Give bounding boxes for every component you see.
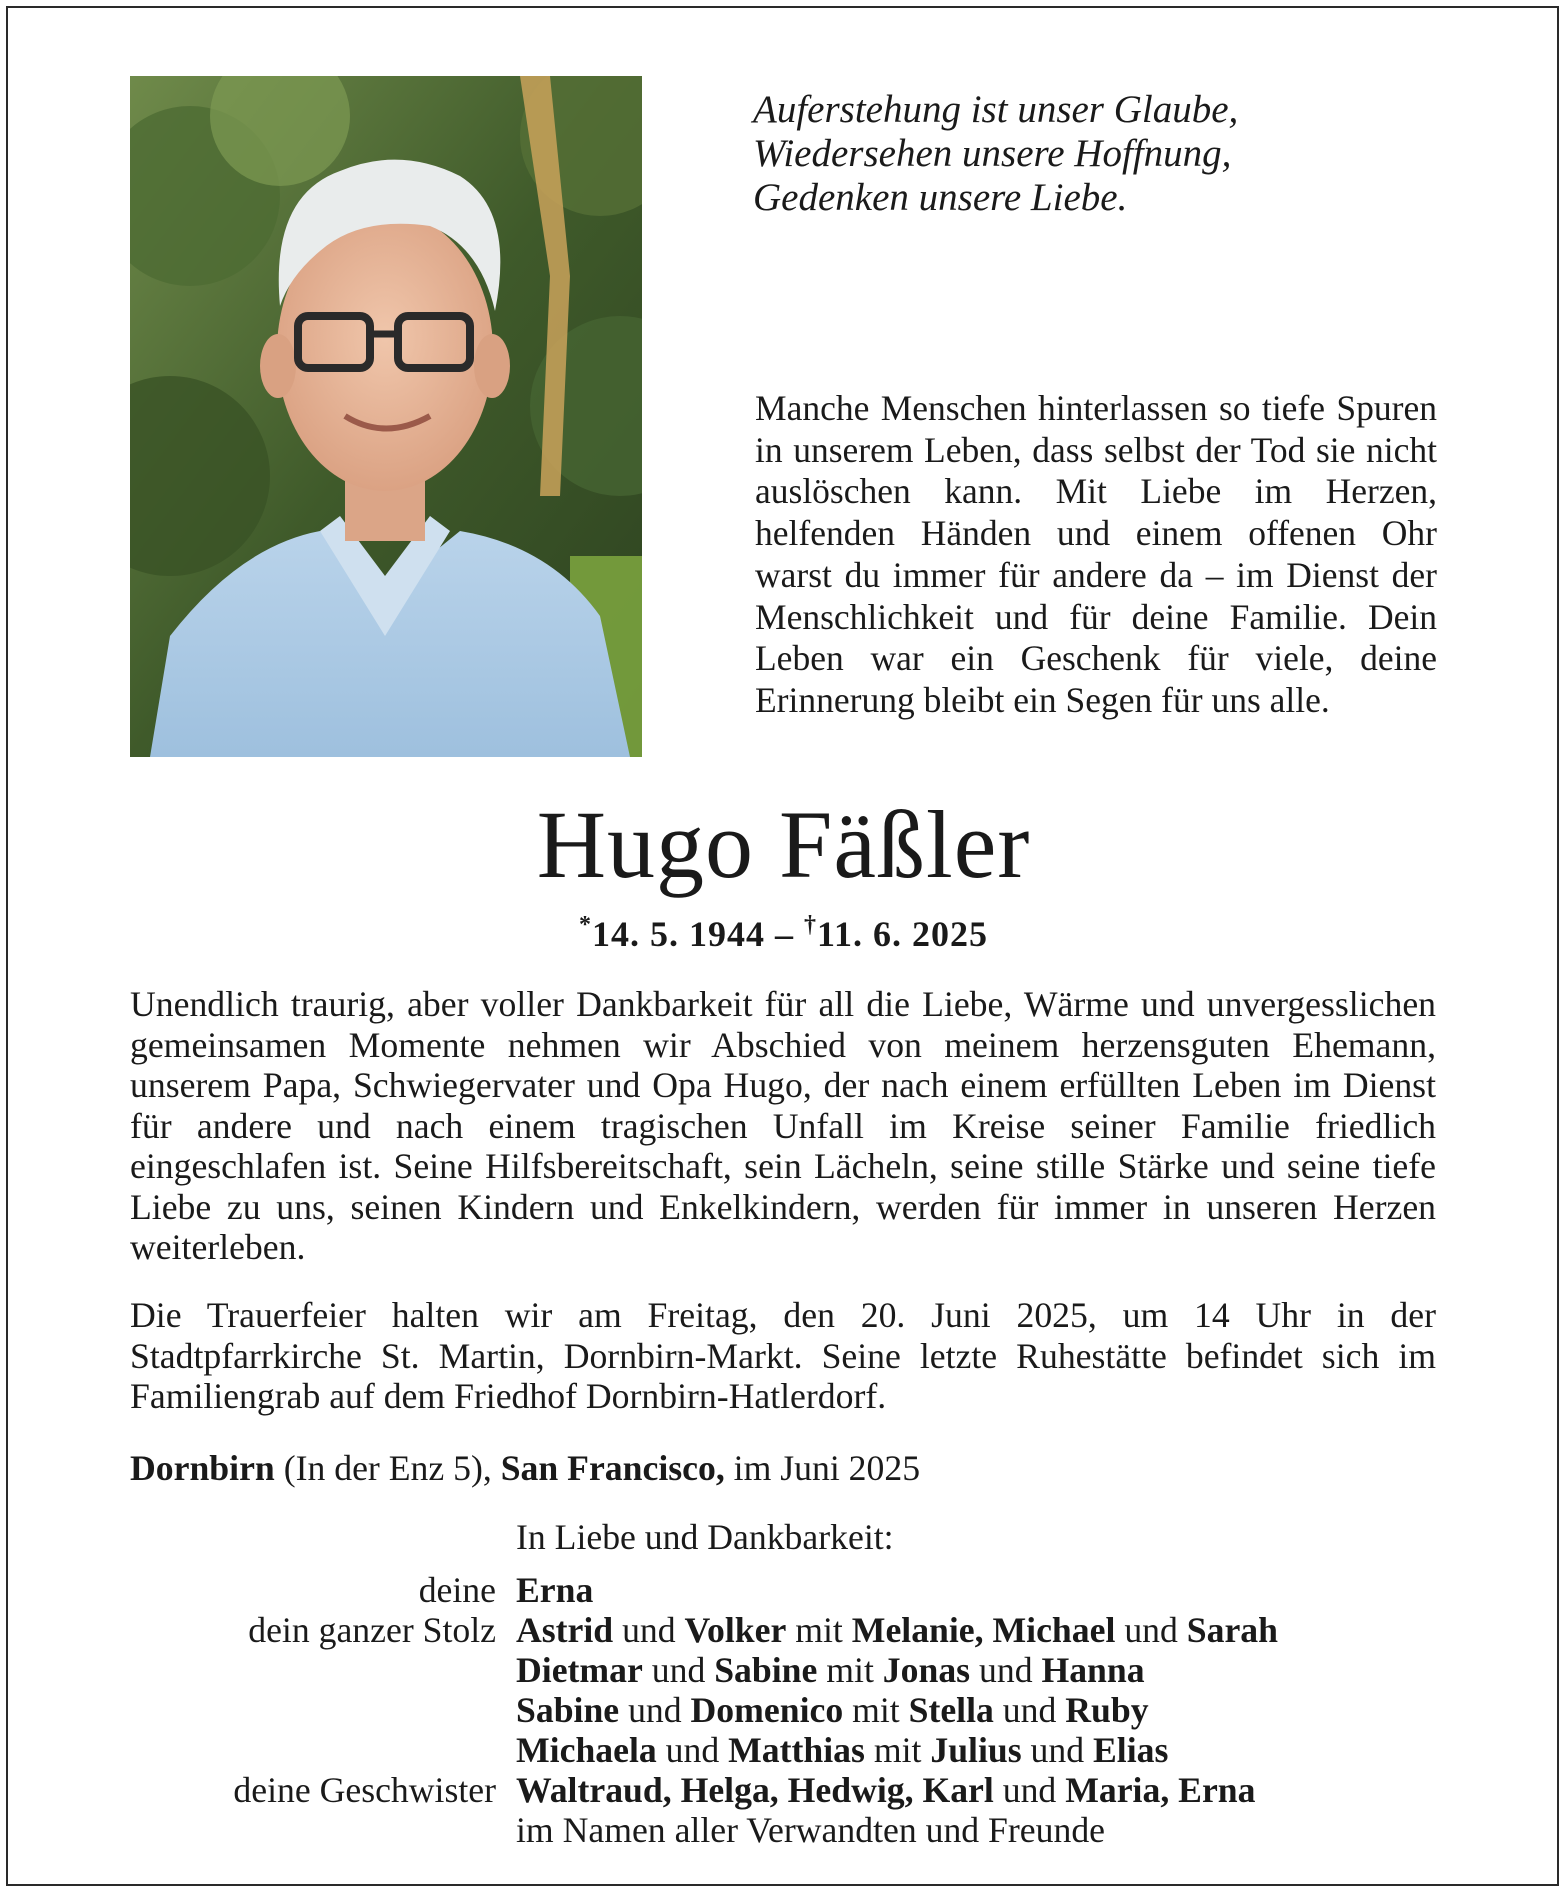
mourner-name: Ruby xyxy=(1065,1690,1149,1730)
mourner-name: Sabine xyxy=(714,1650,818,1690)
mourner-name: Domenico xyxy=(690,1690,844,1730)
mourner-relation: dein ganzer Stolz xyxy=(248,1610,496,1650)
epigraph-quote xyxy=(753,88,1453,220)
mourner-connector: mit xyxy=(817,1650,883,1690)
mourner-relation: deine Geschwister xyxy=(233,1770,496,1810)
mourner-name: Melanie, Michael xyxy=(851,1610,1116,1650)
quote-line: Gedenken unsere Liebe. xyxy=(753,176,1128,219)
mourner-connector: und xyxy=(993,1690,1066,1730)
mourner-connector: und xyxy=(613,1610,685,1650)
mourner-name: Sabine xyxy=(516,1690,620,1730)
mourner-connector: und xyxy=(970,1650,1042,1690)
mourner-connector: und xyxy=(1021,1730,1093,1770)
mourner-connector: und xyxy=(993,1770,1066,1810)
place-address: (In der Enz 5), xyxy=(274,1448,501,1488)
mourner-row xyxy=(0,1650,1567,1690)
life-dates xyxy=(0,912,1567,956)
mourner-names xyxy=(516,1690,1149,1730)
closing-phrase: In Liebe und Dankbarkeit: xyxy=(516,1517,894,1557)
place-city-2: San Francisco, xyxy=(500,1448,725,1488)
mourner-names xyxy=(516,1610,1278,1650)
date-separator: – xyxy=(764,914,804,954)
mourner-row xyxy=(0,1730,1567,1770)
mourner-connector: mit xyxy=(843,1690,909,1730)
mourner-name: Julius xyxy=(930,1730,1022,1770)
mourner-connector: und xyxy=(642,1650,715,1690)
mourner-connector: und xyxy=(619,1690,691,1730)
mourner-name: Michaela xyxy=(516,1730,657,1770)
mourner-row xyxy=(0,1610,1567,1650)
place-date-line xyxy=(130,1447,1436,1489)
mourner-name: Dietmar xyxy=(516,1650,643,1690)
mourner-names xyxy=(516,1770,1256,1810)
quote-line: Wiedersehen unsere Hoffnung, xyxy=(753,132,1232,175)
mourner-name: Matthias xyxy=(728,1730,865,1770)
mourner-names xyxy=(516,1570,593,1610)
mourner-name: Waltraud, Helga, Hedwig, Karl xyxy=(516,1770,994,1810)
mourner-row xyxy=(0,1690,1567,1730)
mourner-connector: und xyxy=(1115,1610,1187,1650)
mourner-connector: mit xyxy=(786,1610,852,1650)
footer-relatives: im Namen aller Verwandten und Freunde xyxy=(516,1810,1105,1850)
place-date: im Juni 2025 xyxy=(724,1448,921,1488)
mourner-row xyxy=(0,1770,1567,1810)
tribute-text: Manche Menschen hinterlassen so tiefe Spuren in unserem Leben, dass selbst der Tod sie nicht auslöschen kann. Mit Liebe im Herzen, helfenden Händen und einem offenen Ohr warst du immer für andere da – im Dienst der Menschlichkeit und für deine Familie. Dein Leben war ein Geschenk für viele, deine Erinnerung bleibt ein Segen für uns alle. xyxy=(755,388,1437,720)
death-date: 11. 6. 2025 xyxy=(816,914,988,954)
mourner-name: Astrid xyxy=(516,1610,614,1650)
mourner-name: Erna xyxy=(516,1570,594,1610)
funeral-info: Die Trauerfeier halten wir am Freitag, den 20. Juni 2025, um 14 Uhr in der Stadtpfarrkirche St. Martin, Dornbirn-Markt. Seine letzte Ruhestätte befindet sich im Familiengrab auf dem Friedhof Dornbirn-Hatlerdorf. xyxy=(130,1295,1436,1416)
mourner-connector: mit xyxy=(864,1730,931,1770)
portrait-photo xyxy=(130,76,642,757)
mourner-name: Sarah xyxy=(1186,1610,1278,1650)
mourners-list xyxy=(0,1570,1567,1810)
place-city-1: Dornbirn xyxy=(130,1448,275,1488)
deceased-name: Hugo Fäßler xyxy=(536,791,1031,898)
mourner-row xyxy=(0,1570,1567,1610)
announcement-text: Unendlich traurig, aber voller Dankbarkeit für all die Liebe, Wärme und unvergesslichen gemeinsamen Momente nehmen wir Abschied von meinem herzensguten Ehemann, unserem Papa, Schwiegervater und Opa Hugo, der nach einem erfüllten Leben im Dienst für andere und nach einem tragischen Unfall im Kreise seiner Familie friedlich eingeschlafen ist. Seine Hilfsbereitschaft, sein Lächeln, seine stille Stärke und seine tiefe Liebe zu uns, seinen Kindern und Enkelkindern, werden für immer in unseren Herzen weiterleben. xyxy=(130,984,1436,1267)
birth-symbol: * xyxy=(578,912,592,938)
mourner-name: Volker xyxy=(684,1610,787,1650)
mourner-name: Maria, Erna xyxy=(1065,1770,1256,1810)
mourner-name: Hanna xyxy=(1041,1650,1145,1690)
birth-date: 14. 5. 1944 xyxy=(591,914,765,954)
death-symbol: † xyxy=(803,912,817,938)
mourner-name: Jonas xyxy=(882,1650,971,1690)
mourner-names xyxy=(516,1730,1168,1770)
mourner-name: Stella xyxy=(908,1690,994,1730)
mourner-names xyxy=(516,1650,1145,1690)
mourner-name: Elias xyxy=(1092,1730,1169,1770)
mourner-relation: deine xyxy=(418,1570,496,1610)
quote-line: Auferstehung ist unser Glaube, xyxy=(753,88,1239,131)
mourner-connector: und xyxy=(656,1730,729,1770)
